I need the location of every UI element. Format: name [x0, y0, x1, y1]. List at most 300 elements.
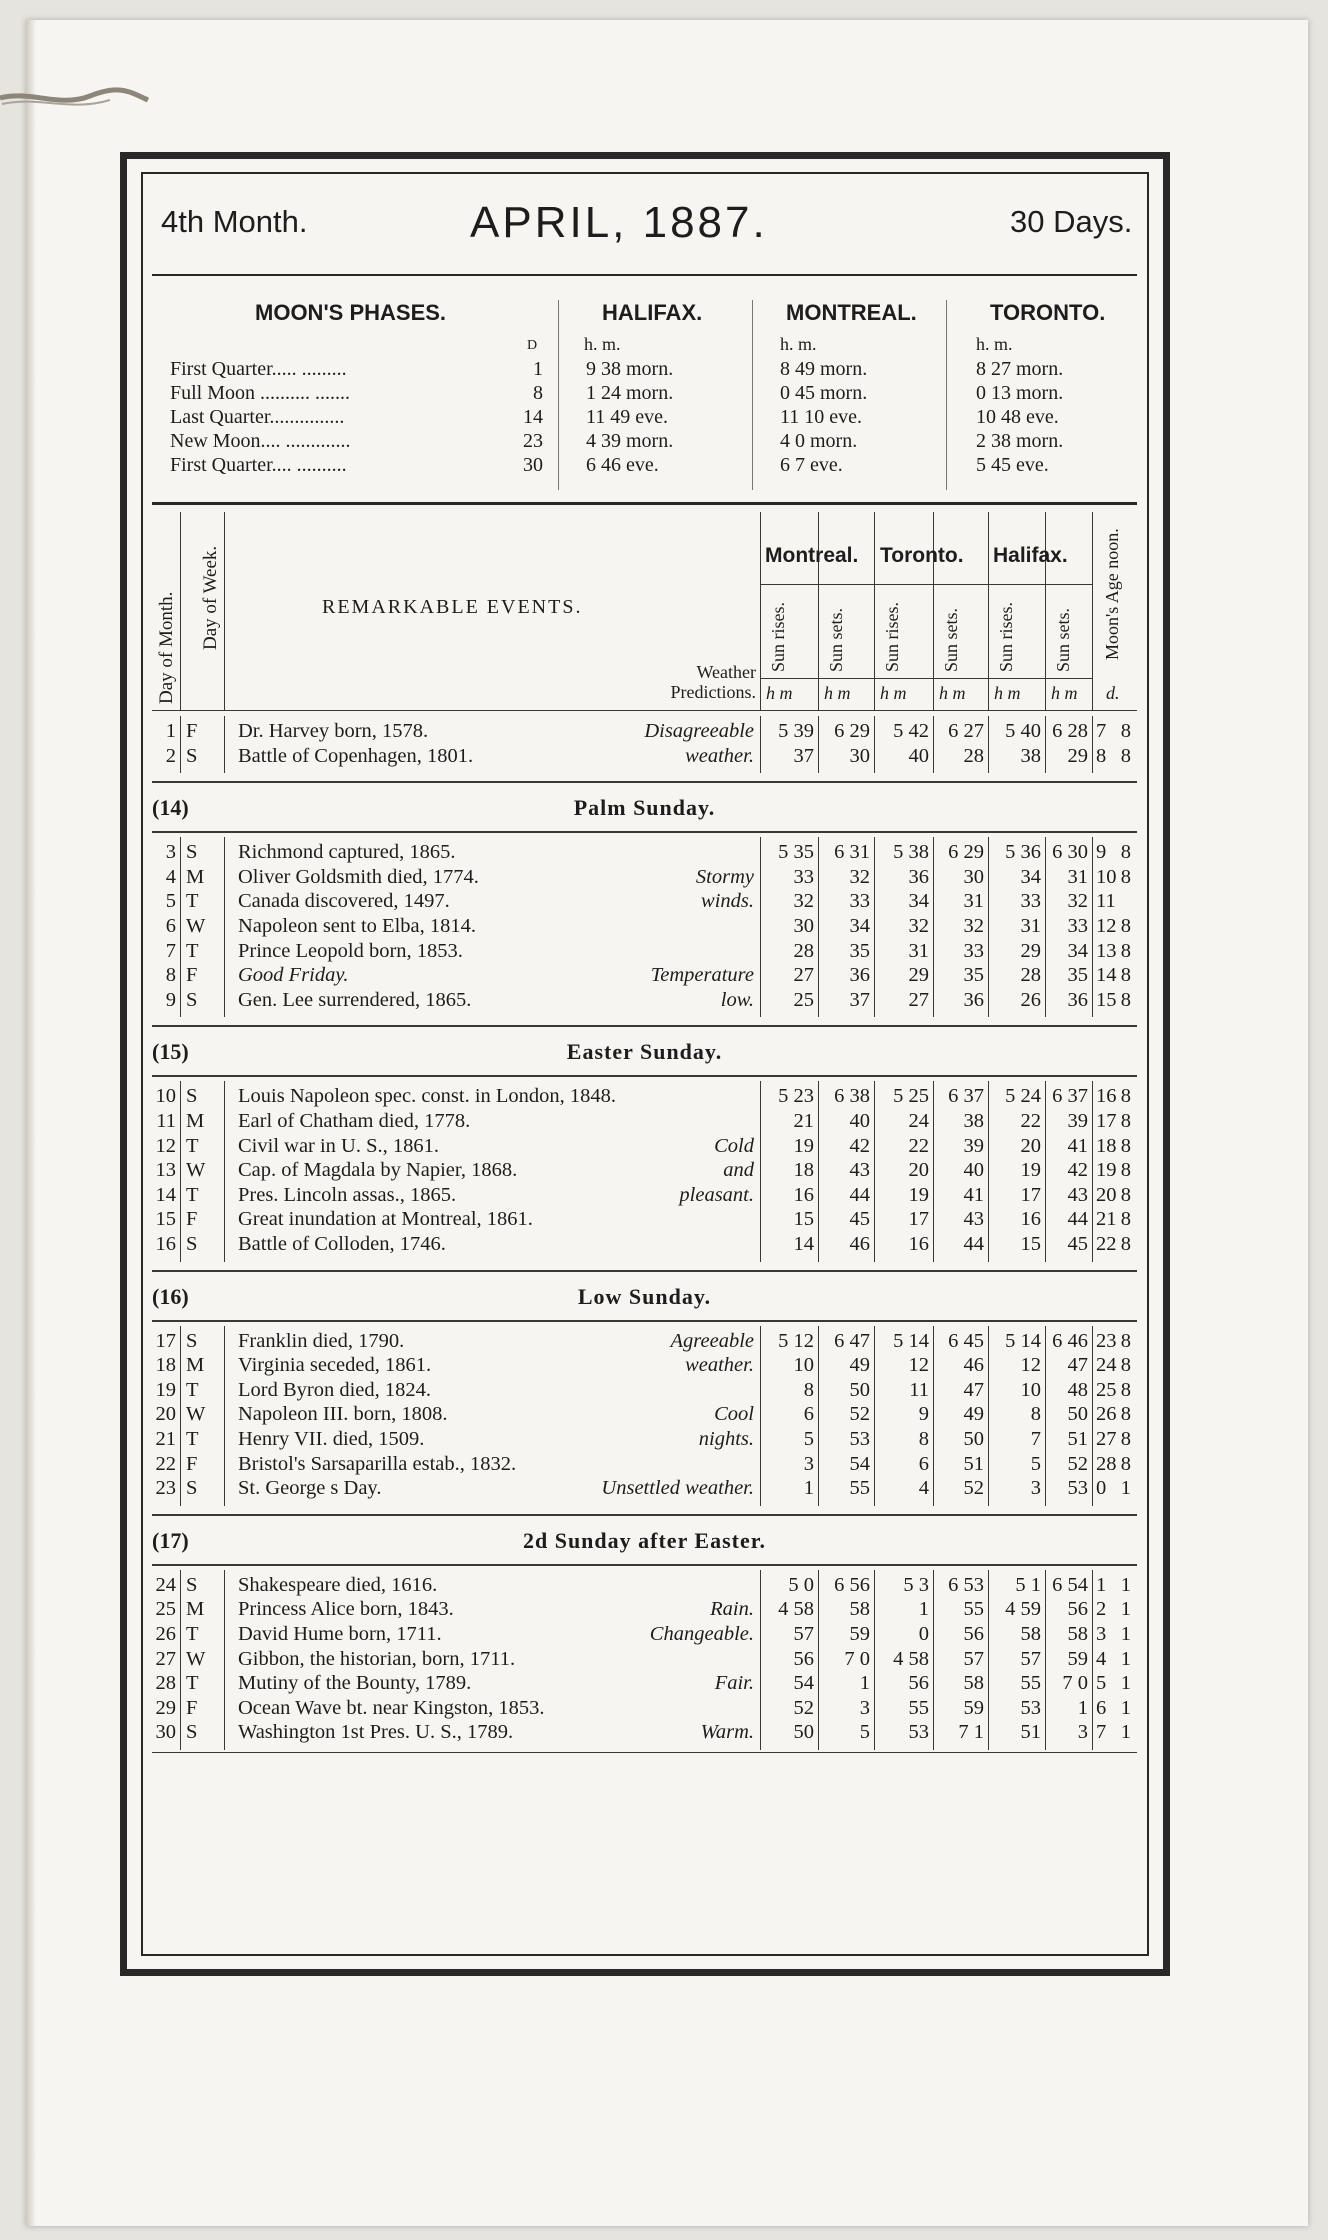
time-value: 31: [1020, 915, 1041, 937]
weather-prediction: Stormy: [695, 865, 754, 888]
phase-day: 1: [533, 358, 543, 380]
moon-age: 4: [1096, 1647, 1107, 1670]
moon-age: 14: [1096, 964, 1117, 987]
event-text: Ocean Wave bt. near Kingston, 1853.: [238, 1696, 545, 1719]
time-value: 30: [793, 915, 814, 937]
phase-day: 30: [523, 454, 543, 476]
column-divider: [760, 1081, 761, 1261]
time-value: 5: [1030, 1452, 1041, 1475]
time-value: 35: [849, 939, 870, 962]
time-value: 38: [1020, 744, 1041, 767]
hm-unit: h m: [939, 683, 966, 703]
event-text: Franklin died, 1790.: [238, 1329, 405, 1352]
moon-age: 11: [1096, 890, 1116, 913]
time-value: 57: [963, 1647, 984, 1670]
phase-halifax: 6 46 eve.: [586, 454, 659, 476]
header-divider: [760, 512, 761, 710]
column-divider: [1092, 716, 1093, 773]
moon-age-noon: 8: [1120, 1354, 1131, 1377]
time-value: 5 35: [778, 841, 814, 864]
column-divider: [180, 1326, 181, 1506]
moon-age-noon: 8: [1120, 744, 1131, 767]
event-text: Napoleon III. born, 1808.: [238, 1403, 448, 1426]
time-value: 43: [1067, 1183, 1088, 1206]
moon-age-noon: 1: [1120, 1721, 1131, 1744]
time-value: 6 54: [1052, 1573, 1088, 1596]
time-value: 16: [1020, 1208, 1041, 1231]
event-text: St. George s Day.: [238, 1477, 382, 1500]
header-bottom-rule: [152, 710, 1137, 711]
time-value: 6: [803, 1403, 814, 1426]
sun-rises-header: Sun rises.: [768, 601, 788, 672]
time-value: 55: [908, 1696, 929, 1719]
moon-age-noon: 8: [1120, 720, 1131, 742]
time-value: 34: [849, 915, 870, 937]
moon-age: 22: [1096, 1233, 1117, 1255]
section-rule: [152, 1514, 1137, 1516]
event-text: Shakespeare died, 1616.: [238, 1573, 438, 1596]
column-divider: [760, 837, 761, 1017]
column-divider: [224, 1326, 225, 1506]
time-value: 28: [963, 744, 984, 767]
moon-age: 5: [1096, 1672, 1107, 1695]
time-value: 6 38: [834, 1085, 870, 1108]
sunday-name: Palm Sunday.: [573, 795, 716, 821]
day-of-week: S: [186, 988, 198, 1011]
time-value: 41: [1067, 1134, 1088, 1157]
time-value: 59: [1067, 1647, 1088, 1670]
moon-age: 7: [1096, 720, 1107, 742]
time-value: 16: [793, 1183, 814, 1206]
column-divider: [933, 837, 934, 1017]
column-divider: [818, 1081, 819, 1261]
day-of-week: W: [186, 1159, 206, 1182]
column-divider: [874, 1570, 875, 1750]
time-value: 48: [1067, 1378, 1088, 1401]
time-value: 41: [963, 1183, 984, 1206]
day-of-month: 16: [155, 1233, 176, 1255]
time-value: 7 0: [844, 1647, 870, 1670]
time-value: 37: [793, 744, 814, 767]
phase-montreal: 8 49 morn.: [780, 358, 868, 380]
hm-label-halifax: h. m.: [584, 334, 621, 354]
event-text: Henry VII. died, 1509.: [238, 1428, 425, 1450]
time-value: 27: [908, 988, 929, 1011]
day-of-month: 2: [165, 744, 176, 767]
time-value: 37: [849, 988, 870, 1011]
time-value: 5 14: [1005, 1329, 1041, 1352]
day-of-week-header: Day of Week.: [200, 545, 221, 650]
time-value: 1: [859, 1672, 870, 1695]
weather-prediction: Fair.: [714, 1672, 754, 1695]
event-text: Washington 1st Pres. U. S., 1789.: [238, 1721, 514, 1744]
weather-prediction: Cold: [714, 1134, 754, 1157]
day-of-week: T: [186, 1378, 199, 1401]
event-text: Lord Byron died, 1824.: [238, 1378, 432, 1401]
day-of-month-header: Day of Month.: [156, 591, 177, 704]
phase-toronto: 0 13 morn.: [976, 382, 1064, 404]
time-value: 32: [963, 915, 984, 937]
days-count: 30 Days.: [1010, 204, 1133, 239]
time-value: 47: [1067, 1354, 1088, 1377]
weather-prediction: winds.: [701, 890, 754, 913]
weather-prediction: nights.: [698, 1428, 754, 1450]
hm-rule: [760, 678, 1092, 679]
section-rule: [152, 1025, 1137, 1027]
phase-name: New Moon.... .............: [170, 430, 351, 452]
time-value: 19: [1020, 1159, 1041, 1182]
day-of-month: 20: [155, 1403, 176, 1426]
time-value: 5 12: [778, 1329, 814, 1352]
column-divider: [180, 1570, 181, 1750]
column-divider: [988, 1570, 989, 1750]
weather-prediction: Temperature: [650, 964, 754, 987]
time-value: 15: [1020, 1233, 1041, 1255]
time-value: 45: [849, 1208, 870, 1231]
moon-age: 20: [1096, 1183, 1117, 1206]
binding-thread: [0, 84, 150, 114]
day-of-month: 1: [165, 720, 176, 742]
event-text: Mutiny of the Bounty, 1789.: [238, 1672, 472, 1695]
time-value: 54: [793, 1672, 814, 1695]
moon-age: 9: [1096, 841, 1107, 864]
moon-age: 28: [1096, 1452, 1117, 1475]
time-value: 45: [1067, 1233, 1088, 1255]
time-value: 32: [1067, 890, 1088, 913]
header-divider: [988, 512, 989, 710]
time-value: 3: [1077, 1721, 1088, 1744]
moon-age-noon: 1: [1120, 1477, 1131, 1500]
column-divider: [180, 716, 181, 773]
toronto-header: Toronto.: [880, 544, 964, 567]
moon-age: 8: [1096, 744, 1107, 767]
day-of-week: M: [186, 1598, 205, 1621]
column-divider: [1045, 1081, 1046, 1261]
day-of-month: 5: [165, 890, 176, 913]
sunday-name: 2d Sunday after Easter.: [522, 1527, 767, 1553]
day-of-week: F: [186, 1696, 198, 1719]
column-divider: [1045, 837, 1046, 1017]
time-value: 5 39: [778, 720, 814, 742]
time-value: 49: [963, 1403, 984, 1426]
moon-age: 6: [1096, 1696, 1107, 1719]
column-divider: [933, 1326, 934, 1506]
weather-prediction: weather.: [685, 744, 754, 767]
moon-age: 19: [1096, 1159, 1117, 1182]
phase-name: First Quarter.... ..........: [170, 454, 347, 476]
day-of-month: 10: [155, 1085, 176, 1108]
time-value: 5: [859, 1721, 870, 1744]
moon-age: 26: [1096, 1403, 1117, 1426]
time-value: 50: [1067, 1403, 1088, 1426]
column-divider: [818, 837, 819, 1017]
sunday-number: (16): [152, 1283, 189, 1309]
column-divider: [224, 837, 225, 1017]
sunday-name: Low Sunday.: [577, 1283, 712, 1309]
moon-age-noon: 8: [1120, 964, 1131, 987]
day-of-week: W: [186, 1647, 206, 1670]
time-value: 6 47: [834, 1329, 870, 1352]
column-divider: [874, 837, 875, 1017]
header-divider: [1092, 512, 1093, 710]
time-value: 5 42: [893, 720, 929, 742]
column-divider: [933, 1081, 934, 1261]
time-value: 35: [1067, 964, 1088, 987]
time-value: 34: [1020, 865, 1041, 888]
phase-toronto: 5 45 eve.: [976, 454, 1049, 476]
time-value: 33: [1020, 890, 1041, 913]
phases-divider: [946, 300, 947, 490]
sunday-number: (15): [152, 1039, 189, 1065]
time-value: 28: [793, 939, 814, 962]
time-value: 20: [908, 1159, 929, 1182]
time-value: 58: [1020, 1623, 1041, 1645]
phase-halifax: 4 39 morn.: [586, 430, 674, 452]
time-value: 7 0: [1062, 1672, 1088, 1695]
page-spine: [26, 20, 36, 2226]
hm-unit: h m: [824, 683, 851, 703]
moon-age: 18: [1096, 1134, 1117, 1157]
time-value: 9: [918, 1403, 929, 1426]
time-value: 8: [918, 1428, 929, 1450]
time-value: 25: [793, 988, 814, 1011]
time-value: 1: [1077, 1696, 1088, 1719]
day-of-month: 12: [155, 1134, 176, 1157]
hm-unit: h m: [994, 683, 1021, 703]
time-value: 22: [908, 1134, 929, 1157]
day-of-month: 13: [155, 1159, 176, 1182]
day-of-month: 21: [155, 1428, 176, 1450]
time-value: 6 29: [834, 720, 870, 742]
event-text: Prince Leopold born, 1853.: [238, 939, 463, 962]
time-value: 32: [908, 915, 929, 937]
time-value: 1: [803, 1477, 814, 1500]
sun-rises-header: Sun rises.: [996, 601, 1016, 672]
column-divider: [988, 1081, 989, 1261]
time-value: 43: [963, 1208, 984, 1231]
time-value: 6 46: [1052, 1329, 1088, 1352]
time-value: 51: [963, 1452, 984, 1475]
phase-montreal: 6 7 eve.: [780, 454, 843, 476]
day-of-month: 25: [155, 1598, 176, 1621]
time-value: 30: [849, 744, 870, 767]
time-value: 4 58: [893, 1647, 929, 1670]
moon-age: 7: [1096, 1721, 1107, 1744]
time-value: 29: [1067, 744, 1088, 767]
moon-age-noon: 1: [1120, 1623, 1131, 1645]
moon-age: 27: [1096, 1428, 1117, 1450]
column-divider: [224, 716, 225, 773]
time-value: 14: [793, 1233, 814, 1255]
time-value: 11: [909, 1378, 929, 1401]
day-of-week: F: [186, 1452, 198, 1475]
day-of-week: S: [186, 1573, 198, 1596]
day-of-month: 11: [156, 1110, 176, 1132]
time-value: 57: [793, 1623, 814, 1645]
day-of-week: S: [186, 841, 198, 864]
column-divider: [1092, 1326, 1093, 1506]
time-value: 39: [963, 1134, 984, 1157]
time-value: 52: [963, 1477, 984, 1500]
event-text: Richmond captured, 1865.: [238, 841, 456, 864]
time-value: 50: [963, 1428, 984, 1450]
weather-prediction: Warm.: [700, 1721, 754, 1744]
time-value: 53: [1067, 1477, 1088, 1500]
hm-unit: h m: [880, 683, 907, 703]
sun-sets-header: Sun sets.: [1053, 607, 1073, 672]
time-value: 6 31: [834, 841, 870, 864]
day-of-week: S: [186, 744, 198, 767]
event-text: Good Friday.: [238, 964, 349, 987]
time-value: 5 40: [1005, 720, 1041, 742]
time-value: 40: [849, 1110, 870, 1132]
time-value: 6 29: [948, 841, 984, 864]
phase-montreal: 11 10 eve.: [780, 406, 863, 428]
column-divider: [988, 1326, 989, 1506]
event-text: Louis Napoleon spec. const. in London, 1848.: [238, 1085, 617, 1108]
moon-age-noon: 8: [1120, 865, 1131, 888]
column-divider: [760, 1570, 761, 1750]
weather-prediction: Rain.: [710, 1598, 754, 1621]
time-value: 55: [963, 1598, 984, 1621]
phase-day: 8: [533, 382, 543, 404]
day-of-week: M: [186, 1354, 205, 1377]
weather-prediction: Agreeable: [670, 1329, 754, 1352]
day-of-month: 17: [155, 1329, 176, 1352]
moon-age-noon: 8: [1120, 988, 1131, 1011]
event-text: Napoleon sent to Elba, 1814.: [238, 915, 476, 937]
day-of-week: T: [186, 939, 199, 962]
weather-prediction: low.: [720, 988, 754, 1011]
day-of-month: 15: [155, 1208, 176, 1231]
time-value: 29: [1020, 939, 1041, 962]
time-value: 10: [793, 1354, 814, 1377]
moon-age-noon: 8: [1120, 939, 1131, 962]
sun-sets-header: Sun sets.: [941, 607, 961, 672]
phase-montreal: 4 0 morn.: [780, 430, 858, 452]
moon-age: 0: [1096, 1477, 1107, 1500]
toronto-heading: TORONTO.: [990, 300, 1106, 325]
moon-age-noon: 8: [1120, 1110, 1131, 1132]
column-divider: [933, 1570, 934, 1750]
event-text: Civil war in U. S., 1861.: [238, 1134, 440, 1157]
column-divider: [1045, 1570, 1046, 1750]
day-of-month: 3: [165, 841, 176, 864]
header-divider: [874, 512, 875, 710]
day-of-week: W: [186, 1403, 206, 1426]
weather-prediction: Cool: [714, 1403, 754, 1426]
time-value: 58: [963, 1672, 984, 1695]
time-value: 5 23: [778, 1085, 814, 1108]
day-of-week: T: [186, 1623, 199, 1645]
event-text: Gibbon, the historian, born, 1711.: [238, 1647, 516, 1670]
time-value: 46: [849, 1233, 870, 1255]
time-value: 46: [963, 1354, 984, 1377]
event-text: Bristol's Sarsaparilla estab., 1832.: [238, 1452, 517, 1475]
day-of-month: 4: [165, 865, 176, 888]
time-value: 56: [793, 1647, 814, 1670]
moon-age-noon: 1: [1120, 1647, 1131, 1670]
weather-header-1: Weather: [696, 662, 756, 682]
moon-age: 15: [1096, 988, 1117, 1011]
time-value: 15: [793, 1208, 814, 1231]
day-of-month: 28: [155, 1672, 176, 1695]
time-value: 5 0: [788, 1573, 814, 1596]
sunday-number: (14): [152, 795, 189, 821]
montreal-heading: MONTREAL.: [786, 300, 917, 325]
time-value: 33: [849, 890, 870, 913]
time-value: 6 56: [834, 1573, 870, 1596]
moon-age: 17: [1096, 1110, 1117, 1132]
moon-age-noon: 8: [1120, 841, 1131, 864]
time-value: 26: [1020, 988, 1041, 1011]
event-text: Princess Alice born, 1843.: [238, 1598, 454, 1621]
time-value: 51: [1067, 1428, 1088, 1450]
day-of-week: S: [186, 1721, 198, 1744]
time-value: 42: [849, 1134, 870, 1157]
sun-sets-header: Sun sets.: [826, 607, 846, 672]
phase-halifax: 11 49 eve.: [586, 406, 669, 428]
time-value: 4 59: [1005, 1598, 1041, 1621]
day-of-week: T: [186, 1134, 199, 1157]
montreal-header: Montreal.: [765, 544, 859, 567]
moon-age-noon: 1: [1120, 1696, 1131, 1719]
phase-name: Full Moon .......... .......: [170, 382, 351, 404]
day-of-month: 24: [155, 1573, 176, 1596]
moon-age: 3: [1096, 1623, 1107, 1645]
day-of-week: F: [186, 1208, 198, 1231]
time-value: 12: [1020, 1354, 1041, 1377]
day-of-week: M: [186, 1110, 205, 1132]
event-text: Dr. Harvey born, 1578.: [238, 720, 429, 742]
day-of-week: F: [186, 964, 198, 987]
moon-age-noon: 8: [1120, 1329, 1131, 1352]
time-value: 56: [1067, 1598, 1088, 1621]
column-divider: [224, 1570, 225, 1750]
column-divider: [874, 1081, 875, 1261]
time-value: 7: [1030, 1428, 1041, 1450]
time-value: 42: [1067, 1159, 1088, 1182]
day-label: D: [527, 338, 538, 353]
time-value: 16: [908, 1233, 929, 1255]
time-value: 49: [849, 1354, 870, 1377]
time-value: 31: [1067, 865, 1088, 888]
time-value: 27: [793, 964, 814, 987]
header-divider: [818, 512, 819, 710]
time-value: 33: [1067, 915, 1088, 937]
moon-age-noon: 8: [1120, 1085, 1131, 1108]
column-divider: [224, 1081, 225, 1261]
time-value: 5 14: [893, 1329, 929, 1352]
time-value: 36: [849, 964, 870, 987]
hm-label-montreal: h. m.: [780, 334, 817, 354]
section-rule: [152, 1270, 1137, 1272]
time-value: 4: [918, 1477, 929, 1500]
time-value: 44: [849, 1183, 870, 1206]
time-value: 18: [793, 1159, 814, 1182]
time-value: 5 24: [1005, 1085, 1041, 1108]
time-value: 35: [963, 964, 984, 987]
column-divider: [1045, 1326, 1046, 1506]
phase-toronto: 10 48 eve.: [976, 406, 1059, 428]
header-divider: [224, 512, 225, 710]
time-value: 55: [849, 1477, 870, 1500]
time-value: 34: [1067, 939, 1088, 962]
sunday-number: (17): [152, 1527, 189, 1553]
time-value: 47: [963, 1378, 984, 1401]
time-value: 3: [859, 1696, 870, 1719]
time-value: 31: [963, 890, 984, 913]
